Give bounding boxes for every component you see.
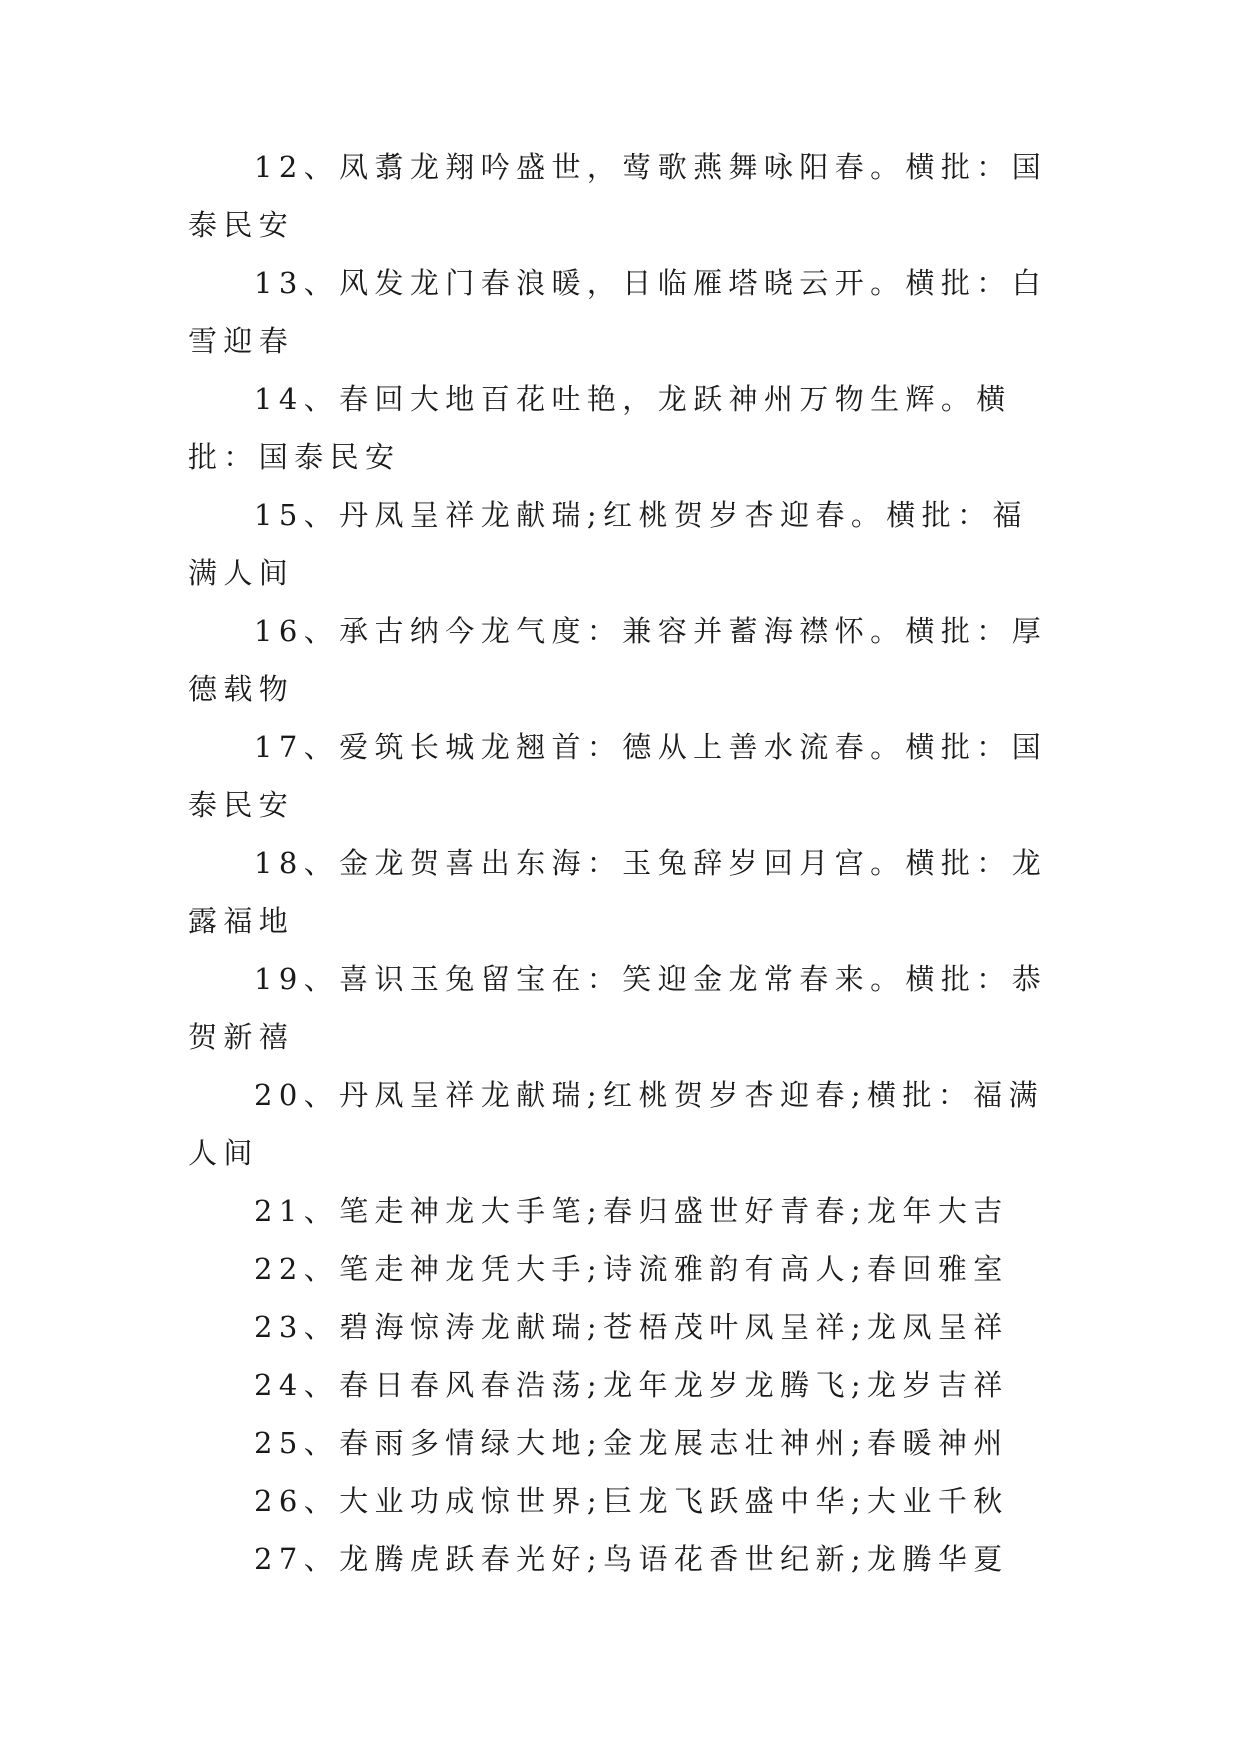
couplet-12: 12、凤翥龙翔吟盛世，莺歌燕舞咏阳春。横批：国泰民安 bbox=[188, 150, 1048, 242]
couplet-20: 20、丹凤呈祥龙献瑞;红桃贺岁杏迎春;横批：福满人间 bbox=[188, 1078, 1045, 1170]
couplet-25: 25、春雨多情绿大地;金龙展志壮神州;春暖神州 bbox=[254, 1426, 1009, 1460]
couplet-23: 23、碧海惊涛龙献瑞;苍梧茂叶凤呈祥;龙凤呈祥 bbox=[254, 1310, 1009, 1344]
couplet-26: 26、大业功成惊世界;巨龙飞跃盛中华;大业千秋 bbox=[254, 1484, 1009, 1518]
couplet-15: 15、丹凤呈祥龙献瑞;红桃贺岁杏迎春。横批：福满人间 bbox=[188, 498, 1028, 590]
couplet-17: 17、爱筑长城龙翘首：德从上善水流春。横批：国泰民安 bbox=[188, 730, 1048, 822]
couplet-16: 16、承古纳今龙气度：兼容并蓄海襟怀。横批：厚德载物 bbox=[188, 614, 1048, 706]
couplet-18: 18、金龙贺喜出东海：玉兔辞岁回月宫。横批：龙露福地 bbox=[188, 846, 1048, 938]
couplet-21: 21、笔走神龙大手笔;春归盛世好青春;龙年大吉 bbox=[254, 1194, 1009, 1228]
couplet-14: 14、春回大地百花吐艳，龙跃神州万物生辉。横批：国泰民安 bbox=[188, 382, 1012, 474]
couplet-22: 22、笔走神龙凭大手;诗流雅韵有高人;春回雅室 bbox=[254, 1252, 1009, 1286]
couplet-24: 24、春日春风春浩荡;龙年龙岁龙腾飞;龙岁吉祥 bbox=[254, 1368, 1009, 1402]
couplet-27: 27、龙腾虎跃春光好;鸟语花香世纪新;龙腾华夏 bbox=[254, 1542, 1009, 1576]
couplet-13: 13、风发龙门春浪暖，日临雁塔晓云开。横批：白雪迎春 bbox=[188, 266, 1048, 358]
couplet-19: 19、喜识玉兔留宝在：笑迎金龙常春来。横批：恭贺新禧 bbox=[188, 962, 1048, 1054]
document-body bbox=[188, 138, 1058, 1588]
